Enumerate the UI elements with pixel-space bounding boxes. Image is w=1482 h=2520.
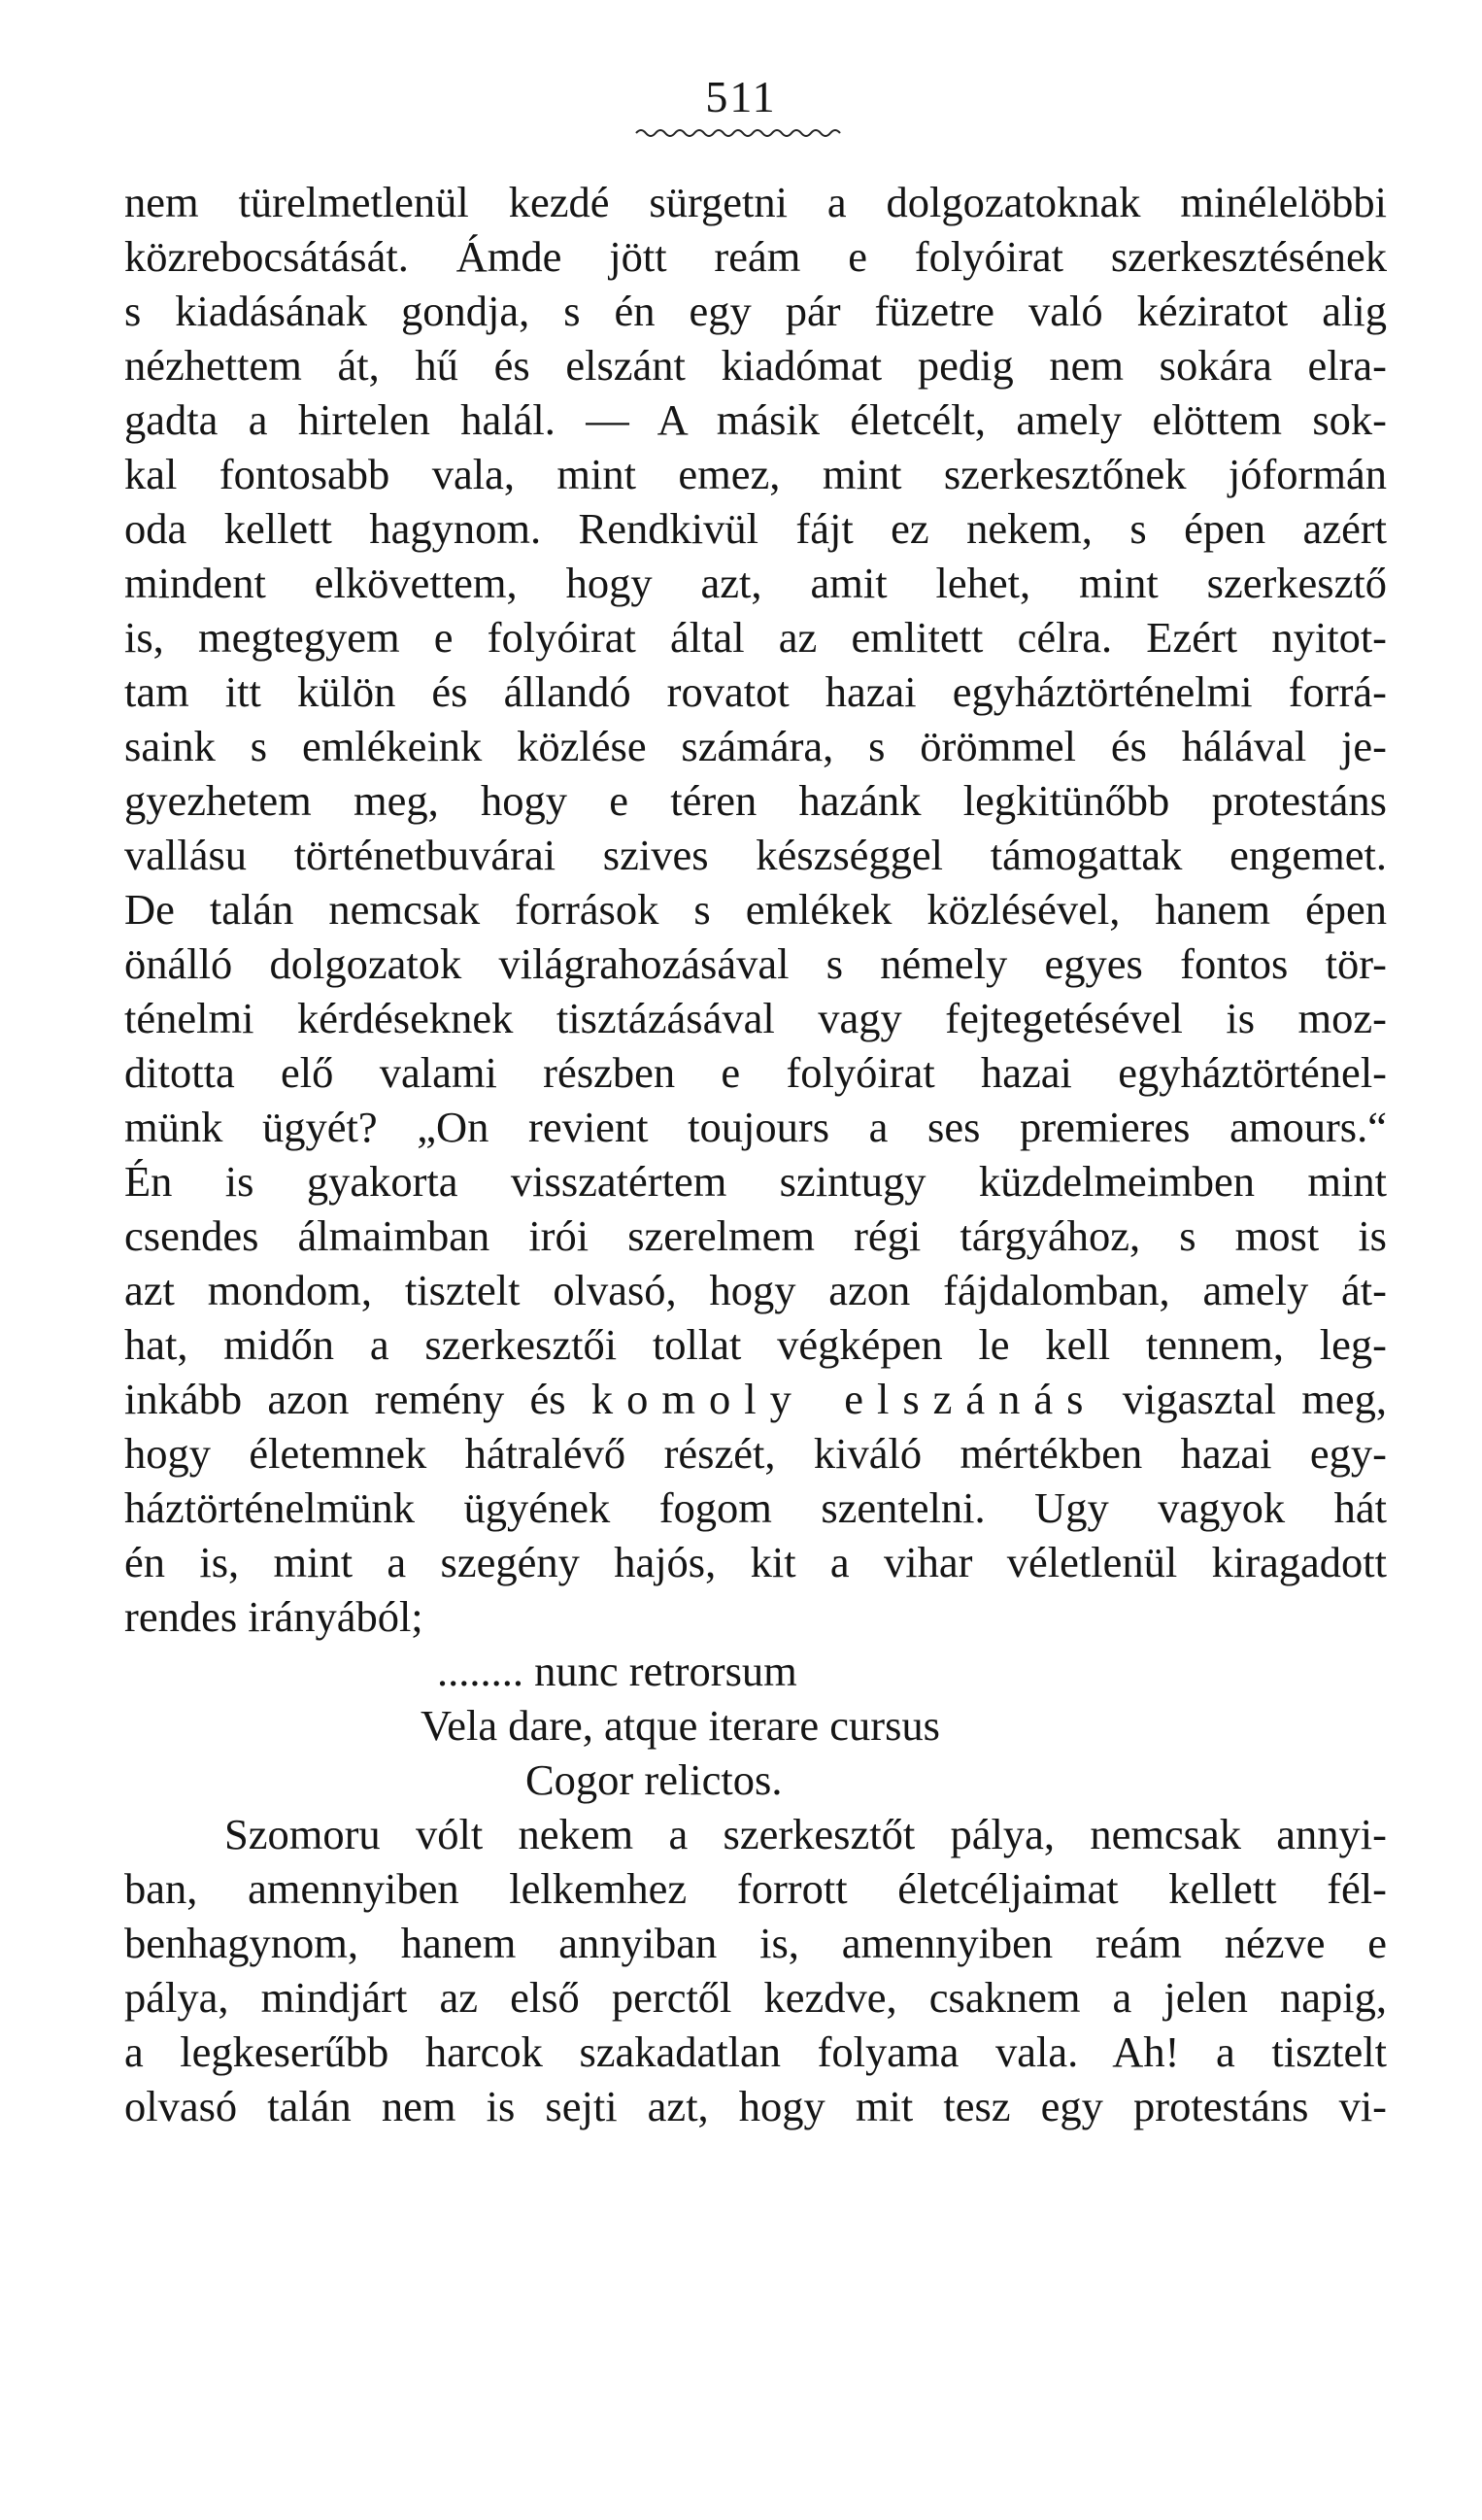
text-line: nem türelmetlenül kezdé sürgetni a dolgozatoknak minélelöbbi (124, 178, 1387, 226)
spaced-emphasis: komoly elszánás (590, 1375, 1097, 1423)
verse-quote (124, 1644, 1387, 1807)
text-line: gyezhetem meg, hogy e téren hazánk legkitünőbb protestáns (124, 776, 1387, 825)
page-header (0, 70, 1482, 140)
text-line: háztörténelmünk ügyének fogom szentelni. Ugy vagyok hát (124, 1483, 1387, 1532)
text-line: is, megtegyem e folyóirat által az emlitett célra. Ezért nyitot- (124, 613, 1387, 662)
text-line: vallásu történetbuvárai szives készséggel támogattak engemet. (124, 831, 1387, 879)
text-line: én is, mint a szegény hajós, kit a vihar véletlenül kiragadott (124, 1538, 1387, 1586)
text-line: azt mondom, tisztelt olvasó, hogy azon fájdalomban, amely át- (124, 1266, 1387, 1314)
text-line: mindent elkövettem, hogy azt, amit lehet, mint szerkesztő (124, 559, 1387, 607)
text-fragment: inkább azon remény és (124, 1375, 591, 1423)
text-line: hat, midőn a szerkesztői tollat végképen le kell tennem, leg- (124, 1320, 1387, 1369)
text-line: De talán nemcsak források s emlékek közlésével, hanem épen (124, 885, 1387, 934)
text-line: Én is gyakorta visszatértem szintugy küzdelmeimben mint (124, 1157, 1387, 1206)
body-text (124, 175, 1387, 2133)
text-line: Szomoru vólt nekem a szerkesztőt pálya, nemcsak annyi- (224, 1810, 1387, 1858)
text-line: gadta a hirtelen halál. — A másik életcélt, amely elöttem sok- (124, 395, 1387, 444)
wavy-rule-ornament (634, 126, 848, 140)
text-line: csendes álmaimban irói szerelmem régi tárgyához, s most is (124, 1211, 1387, 1260)
text-line: oda kellett hagynom. Rendkivül fájt ez nekem, s épen azért (124, 504, 1387, 553)
text-line: s kiadásának gondja, s én egy pár füzetre való kéziratot alig (124, 287, 1387, 335)
text-line: a legkeserűbb harcok szakadatlan folyama vala. Ah! a tisztelt (124, 2027, 1387, 2076)
text-line: önálló dolgozatok világrahozásával s némely egyes fontos tör- (124, 939, 1387, 988)
text-line-emphasis (124, 1372, 1387, 1426)
text-line: hogy életemnek hátralévő részét, kiváló mértékben hazai egy- (124, 1429, 1387, 1478)
text-fragment: vigasztal meg, (1096, 1375, 1388, 1423)
text-line: ditotta elő valami részben e folyóirat hazai egyháztörténel- (124, 1048, 1387, 1097)
paragraph-2 (124, 1807, 1387, 2133)
verse-line: Cogor relictos. (525, 1755, 783, 1804)
text-line: kal fontosabb vala, mint emez, mint szerkesztőnek jóformán (124, 450, 1387, 498)
text-line: pálya, mindjárt az első perctől kezdve, csaknem a jelen napig, (124, 1973, 1387, 2022)
text-line: ténelmi kérdéseknek tisztázásával vagy fejtegetésével is moz- (124, 994, 1387, 1042)
text-line: nézhettem át, hű és elszánt kiadómat pedig nem sokára elra- (124, 341, 1387, 390)
text-line: ban, amennyiben lelkemhez forrott életcéljaimat kellett fél- (124, 1864, 1387, 1913)
text-line: saink s emlékeink közlése számára, s örömmel és hálával je- (124, 722, 1387, 770)
text-line: rendes irányából; (124, 1592, 423, 1641)
page-number: 511 (705, 72, 777, 121)
verse-line: ........ nunc retrorsum (437, 1647, 797, 1695)
text-line: benhagynom, hanem annyiban is, amennyiben reám nézve e (124, 1919, 1387, 1967)
paragraph-1 (124, 175, 1387, 1644)
text-line: tam itt külön és állandó rovatot hazai egyháztörténelmi forrá- (124, 667, 1387, 716)
verse-line: Vela dare, atque iterare cursus (421, 1701, 940, 1750)
text-line: közrebocsátását. Ámde jött reám e folyóirat szerkesztésének (124, 232, 1387, 281)
text-line: münk ügyét? „On revient toujours a ses premieres amours.“ (124, 1103, 1387, 1151)
text-line: olvasó talán nem is sejti azt, hogy mit tesz egy protestáns vi- (124, 2082, 1387, 2130)
